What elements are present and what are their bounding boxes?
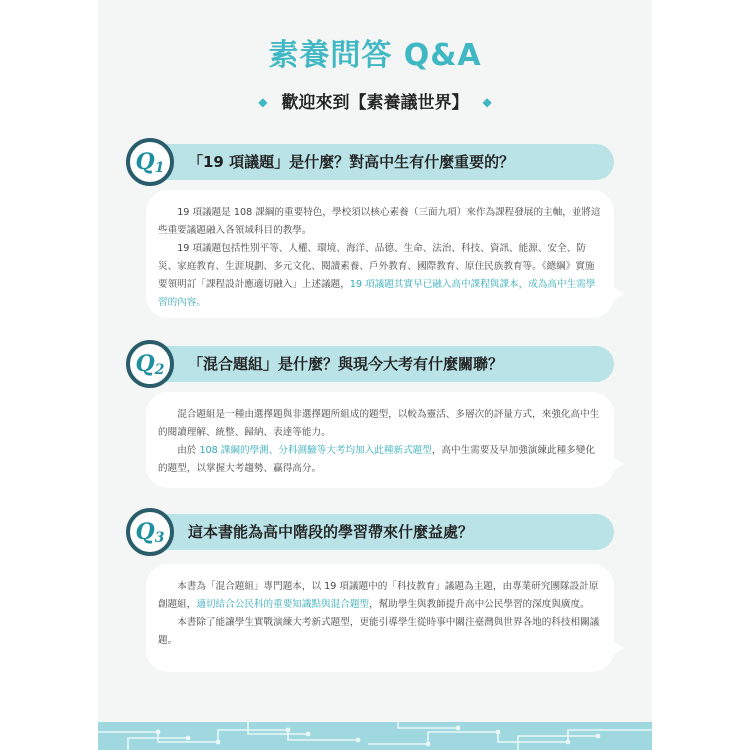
speech-tail [608,454,624,474]
page-subtitle [98,88,652,113]
q2-answer [146,392,614,488]
subtitle-text: 歡迎來到【素養議世界】 [281,93,469,113]
page-title: 素養問答 Q&A [268,38,482,73]
speech-tail [608,284,624,304]
q1-header [135,144,614,180]
speech-tail [608,638,624,658]
q1-paragraph-2: 19 項議題包括性別平等、人權、環境、海洋、品德、生命、法治、科技、資訊、能源、安全、防災、家庭教育、生涯規劃、多元文化、閱讀素養、戶外教育、國際教育、原住民族教育等。《總綱》實施要領明訂「課程設計應適切融入」上述議題，19 項議題其實早已融入高中課程與課本，成為高中生需學習的內容。 [158,243,596,308]
q2-header [135,346,614,382]
q3-answer [146,564,614,672]
q1-paragraph-1: 19 項議題是 108 課綱的重要特色，學校須以核心素養（三面九項）來作為課程發展的主軸，並將這些重要議題融入各領域科目的教學。 [158,207,601,236]
q2-highlight: 108 課綱的學測、分科測驗等大考均加入此種新式題型 [199,445,432,456]
page [98,0,652,750]
q3-paragraph-2: 本書除了能讓學生實戰演練大考新式題型，更能引導學生從時事中關注臺灣與世界各地的科技相關議題。 [158,617,600,646]
q1-highlight: 19 項議題其實早已融入高中課程與課本，成為高中生需學習的內容。 [158,279,596,308]
q3-badge: $Q_3$ [126,508,174,556]
q2-question: 「混合題組」是什麼？與現今大考有什麼關聯？ [188,355,504,373]
circuit-pattern-footer [98,722,652,750]
q2-badge: $Q_2$ [126,340,174,388]
diamond-icon-right: ◆ [482,95,492,109]
diamond-icon-left: ◆ [258,95,268,109]
q1-answer [146,190,614,318]
q2-paragraph-2: 由於 108 課綱的學測、分科測驗等大考均加入此種新式題型，高中生需要及早加強演練此種多變化的題型，以掌握大考趨勢、贏得高分。 [158,445,595,474]
q3-paragraph-1: 本書為「混合題組」專門題本，以 19 項議題中的「科技教育」議題為主題，由專業研究團隊設計原創題組，適切結合公民科的重要知識點與混合題型，幫助學生與教師提升高中公民學習的深度與廣度。 [158,581,599,610]
q3-highlight: 適切結合公民科的重要知識點與混合題型 [196,599,370,610]
q2-paragraph-1: 混合題組是一種由選擇題與非選擇題所組成的題型，以較為靈活、多層次的評量方式，來強化高中生的閱讀理解、統整、歸納、表達等能力。 [158,409,600,438]
q3-header [135,514,614,550]
q3-question: 這本書能為高中階段的學習帶來什麼益處？ [188,523,474,541]
q1-question: 「19 項議題」是什麼？對高中生有什麼重要的？ [188,153,515,171]
q1-badge: $Q_1$ [126,138,174,186]
